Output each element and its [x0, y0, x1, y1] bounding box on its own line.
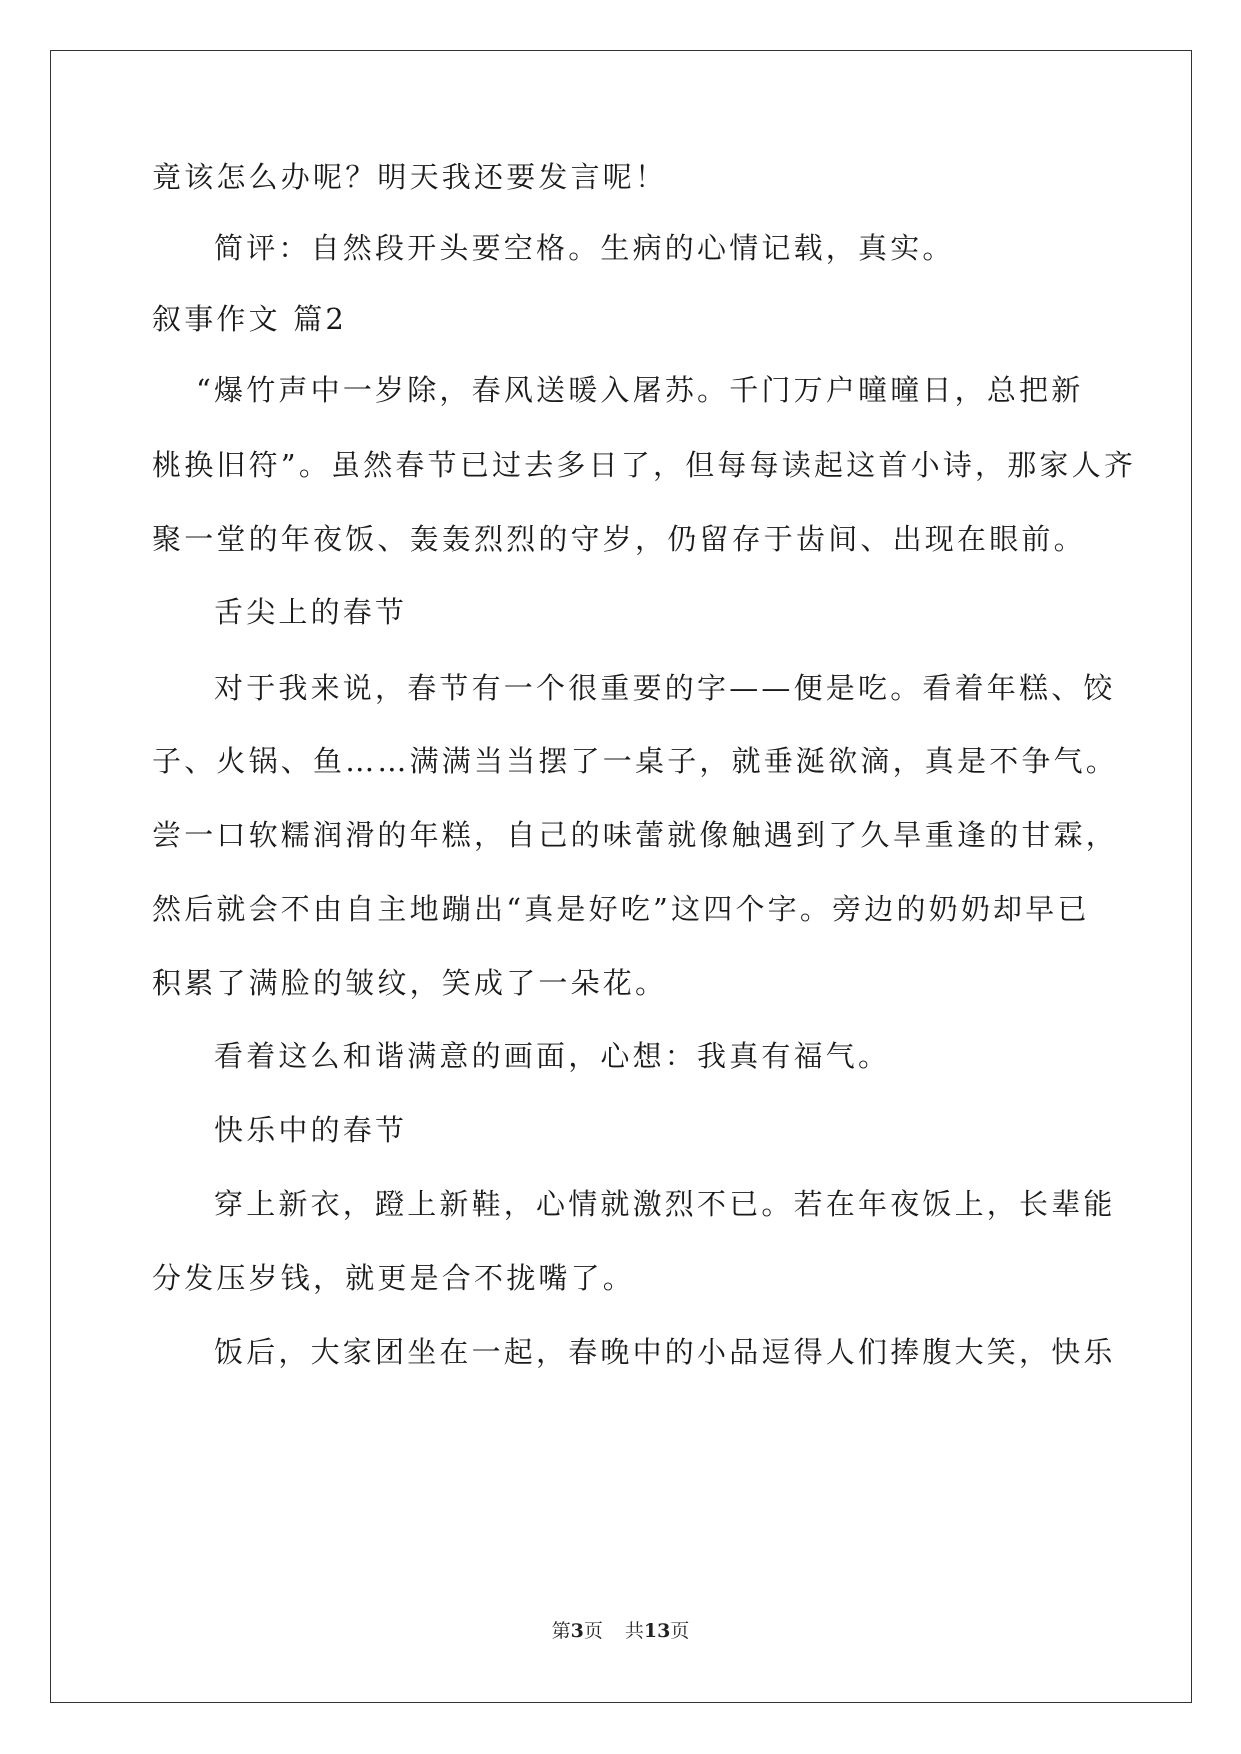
- footer-prefix: 第: [551, 1620, 571, 1642]
- section-heading: 叙事作文 篇2: [152, 302, 348, 336]
- text-line: 竟该怎么办呢？明天我还要发言呢！: [152, 160, 668, 194]
- page-border: [50, 50, 1192, 1703]
- text-line: 饭后，大家团坐在一起，春晚中的小品逗得人们捧腹大笑，快乐: [214, 1335, 1116, 1369]
- text-line: 聚一堂的年夜饭、轰轰烈烈的守岁，仍留存于齿间、出现在眼前。: [152, 522, 1086, 556]
- subheading: 舌尖上的春节: [214, 595, 408, 629]
- footer-total-suffix: 页: [670, 1620, 690, 1642]
- text-line: 积累了满脸的皱纹，笑成了一朵花。: [152, 966, 668, 1000]
- text-line: “爆竹声中一岁除，春风送暖入屠苏。千门万户曈曈日，总把新: [196, 373, 1084, 407]
- footer-total-pages: 13: [643, 1620, 671, 1642]
- text-line: 然后就会不由自主地蹦出“真是好吃”这四个字。旁边的奶奶却早已: [152, 892, 1090, 926]
- text-line: 桃换旧符”。虽然春节已过去多日了，但每每读起这首小诗，那家人齐: [152, 448, 1137, 482]
- page-footer: [0, 1618, 1241, 1644]
- text-line: 穿上新衣，蹬上新鞋，心情就激烈不已。若在年夜饭上，长辈能: [214, 1187, 1116, 1221]
- footer-page-suffix: 页: [583, 1620, 603, 1642]
- subheading: 快乐中的春节: [214, 1113, 408, 1147]
- comment-line: 简评：自然段开头要空格。生病的心情记载，真实。: [214, 231, 955, 265]
- text-line: 尝一口软糯润滑的年糕，自己的味蕾就像触遇到了久旱重逢的甘霖，: [152, 818, 1119, 852]
- footer-total-prefix: 共: [624, 1620, 644, 1642]
- footer-page-number: 3: [570, 1620, 584, 1642]
- text-line: 分发压岁钱，就更是合不拢嘴了。: [152, 1261, 636, 1295]
- text-line: 子、火锅、鱼……满满当当摆了一桌子，就垂涎欲滴，真是不争气。: [152, 744, 1119, 778]
- text-line: 对于我来说，春节有一个很重要的字——便是吃。看着年糕、饺: [214, 671, 1116, 705]
- text-line: 看着这么和谐满意的画面，心想：我真有福气。: [214, 1039, 891, 1073]
